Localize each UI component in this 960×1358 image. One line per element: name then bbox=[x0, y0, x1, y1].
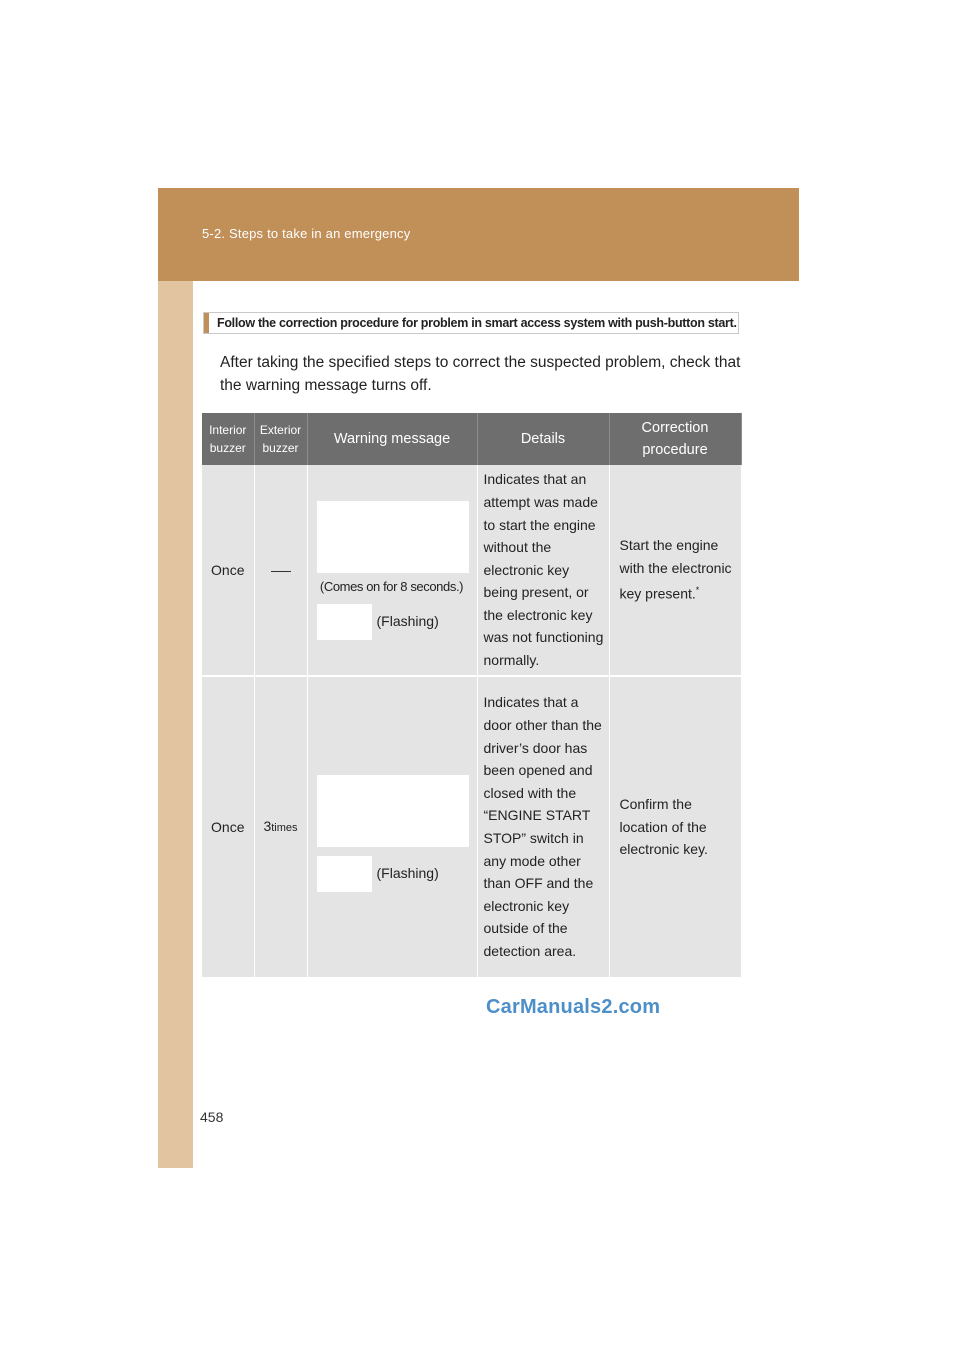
procedure-subheading bbox=[203, 312, 739, 334]
warning-message-display bbox=[317, 501, 469, 573]
header-details: Details bbox=[477, 413, 609, 465]
side-tab-strip bbox=[158, 281, 193, 1168]
interior-buzzer-cell: Once bbox=[202, 465, 254, 676]
section-header-band bbox=[158, 188, 799, 281]
intro-paragraph: After taking the specified steps to correct the suspected problem, check that the warning message turns off. bbox=[220, 354, 741, 394]
table-row bbox=[202, 676, 741, 978]
warning-table bbox=[202, 413, 742, 979]
footnote-mark: * bbox=[695, 585, 700, 596]
exterior-buzzer-cell bbox=[254, 676, 307, 978]
table-header-row bbox=[202, 413, 741, 465]
exterior-count-unit: times bbox=[271, 821, 298, 834]
section-title: 5-2. Steps to take in an emergency bbox=[202, 226, 411, 241]
header-correction-procedure: Correction procedure bbox=[609, 413, 741, 465]
warning-message-display bbox=[317, 775, 469, 847]
details-cell: Indicates that a door other than the driver’s door has been opened and closed with the “ENGINE START STOP” switch in any mode other than OFF and the electronic key outside of the detection area. bbox=[477, 676, 609, 978]
interior-buzzer-cell: Once bbox=[202, 676, 254, 978]
warning-message-cell bbox=[307, 465, 477, 676]
exterior-count: 3 bbox=[263, 817, 272, 834]
header-interior-buzzer: Interior buzzer bbox=[202, 413, 254, 465]
watermark-text: CarManuals2.com bbox=[486, 996, 661, 1018]
dash-mark bbox=[271, 571, 291, 572]
flashing-label: (Flashing) bbox=[376, 613, 439, 629]
procedure-text: Start the engine with the electronic key present. bbox=[619, 537, 732, 603]
header-exterior-buzzer: Exterior buzzer bbox=[254, 413, 307, 465]
page-number: 458 bbox=[200, 1109, 224, 1125]
details-cell: Indicates that an attempt was made to start the engine without the electronic key being present, or the electronic key was not functioning normally. bbox=[477, 465, 609, 676]
indicator-display bbox=[317, 604, 372, 640]
exterior-buzzer-cell bbox=[254, 465, 307, 676]
flashing-label: (Flashing) bbox=[376, 865, 439, 881]
header-warning-message: Warning message bbox=[307, 413, 477, 465]
table-row bbox=[202, 465, 741, 676]
procedure-cell: Confirm the location of the electronic key. bbox=[609, 676, 741, 978]
indicator-display bbox=[317, 856, 372, 892]
warning-message-cell bbox=[307, 676, 477, 978]
subheading-text: Follow the correction procedure for problem in smart access system with push-button start. bbox=[217, 316, 737, 330]
message-duration-note: (Comes on for 8 seconds.) bbox=[319, 579, 464, 594]
procedure-cell bbox=[609, 465, 741, 676]
